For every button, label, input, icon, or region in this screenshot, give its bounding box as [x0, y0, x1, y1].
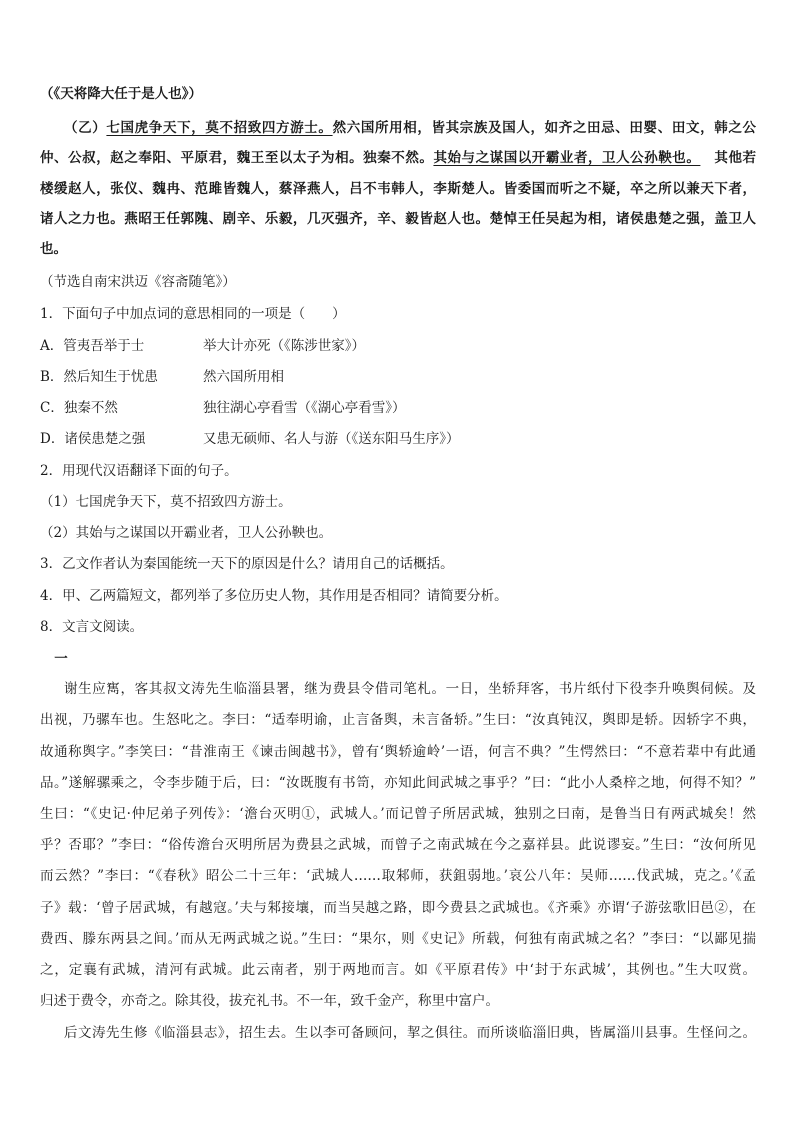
passage-c-line-5: 生曰：“《史记·仲尼弟子列传》：‘澹台灭明①，武城人。’而记曾子所居武城，独别之曰南，是鲁当日有两武城矣！然 — [40, 806, 756, 822]
question-2: 2．用现代汉语翻译下面的句子。 — [40, 463, 238, 479]
passage-c-line-7: 而云然？”李曰：“《春秋》昭公二十三年：‘武城人……取邾师，获鉏弱地。’哀公八年：吴师……伐武城，克之。’《孟 — [40, 868, 756, 884]
passage-c-line-6: 乎？否耶？”李曰：“俗传澹台灭明所居为费县之武城，而曾子之南武城在今之嘉祥县。此说谬妄。”生曰：“汝何所见 — [40, 837, 756, 853]
passage-c-line-10: 之，定襄有武城，清河有武城。此云南者，别于两地而言。如《平原君传》中‘封于东武城’，其例也。”生大叹赏。 — [40, 962, 756, 978]
document-page: （《天将降大任于是人也》） （乙）七国虎争天下，莫不招致四方游士。然六国所用相，皆其宗族及国人，如齐之田忌、田婴、田文，韩之公 仲、公叔，赵之奉阳、平原君，魏王至以太子为相。独秦不然。其始与之谋国以开霸业者，卫人公孙鞅也。 其他若 楼缓赵人，张仪、魏冉、范雎皆魏人，蔡泽燕人，吕不韦韩人，李斯楚人。皆委国而听之不疑，卒之所以兼天下者， 诸人之力也。燕昭王任郭隗、剧辛、乐毅，几灭强齐，辛、毅皆赵人也。楚悼王任吴起为相，诸侯患楚之强，盖卫人 也。 （节选自南宋洪迈《容斋随笔》） 1．下面句子中加点词的意思相同的一项是（ ） A．管夷吾举于士 举大计亦死（《陈涉世家》） B．然后知生于忧患 然六国所用相 C．独秦不然 独往湖心亭看雪（《湖心亭看雪》） D．诸侯患楚之强 又患无硕师、名人与游（《送东阳马生序》） 2．用现代汉语翻译下面的句子。 （1）七国虎争天下，莫不招致四方游士。 （2）其始与之谋国以开霸业者，卫人公孙鞅也。 3．乙文作者认为秦国能统一天下的原因是什么？请用自己的话概括。 4．甲、乙两篇短文，都列举了多位历史人物，其作用是否相同？请简要分析。 8．文言文阅读。 一 谢生应寯，客其叔文涛先生临淄县署，继为费县令借司笔札。一日，坐轿拜客，书片纸付下役李升唤舆伺候。及 出视，乃骡车也。生怒叱之。李曰：“适奉明谕，止言备舆，未言备轿。”生曰：“汝真钝汉，舆即是轿。因轿字不典， 故通称舆字。”李笑曰：“昔淮南王《谏击闽越书》，曾有‘舆轿逾岭’一语，何言不典？”生愕然曰：“不意若辈中有此通 品。”遂解骡乘之，令李步随于后，曰：“汝既腹有书笥，亦知此间武城之事乎？”曰：“此小人桑梓之地，何得不知？” 生曰：“《史记·仲尼弟子列传》：‘澹台灭明①，武城人。’而记曾子所居武城，独别之曰南，是鲁当日有两武城矣！然 乎？否耶？”李曰：“俗传澹台灭明所居为费县之武城，而曾子之南武城在今之嘉祥县。此说谬妄。”生曰：“汝何所见 而云然？”李曰：“《春秋》昭公二十三年：‘武城人……取邾师，获鉏弱地。’哀公八年：吴师……伐武城，克之。’《孟 子》载：‘曾子居武城，有越寇。’夫与邾接壤，而当吴越之路，即今费县之武城也。《齐乘》亦谓‘子游弦歌旧邑②，在 费西、滕东两县之间。’而从无两武城之说。”生曰：“果尔，则《史记》所载，何独有南武城之名？”李曰：“以鄙见揣 之，定襄有武城，清河有武城。此云南者，别于两地而言。如《平原君传》中‘封于东武城’，其例也。”生大叹赏。 归述于费令，亦奇之。除其役，拔充礼书。不一年，致千金产，称里中富户。 后文涛先生修《临淄县志》，招生去。生以李可备顾问，挈之俱往。而所谈临淄旧典，皆属淄川县事。生怪问之。 — [0, 0, 794, 1123]
question-1: 1．下面句子中加点词的意思相同的一项是（ ） — [40, 306, 346, 322]
passage-c-line-9: 费西、滕东两县之间。’而从无两武城之说。”生曰：“果尔，则《史记》所载，何独有南武城之名？”李曰：“以鄙见揣 — [40, 931, 756, 947]
passage-c-paragraph-2: 后文涛先生修《临淄县志》，招生去。生以李可备顾问，挈之俱往。而所谈临淄旧典，皆属淄川县事。生怪问之。 — [64, 1025, 756, 1041]
passage-c-line-8: 子》载：‘曾子居武城，有越寇。’夫与邾接壤，而当吴越之路，即今费县之武城也。《齐乘》亦谓‘子游弦歌旧邑②，在 — [40, 900, 756, 916]
passage-c-line-1: 谢生应寯，客其叔文涛先生临淄县署，继为费县令借司笔札。一日，坐轿拜客，书片纸付下役李升唤舆伺候。及 — [64, 681, 756, 697]
question-2-1: （1）七国虎争天下，莫不招致四方游士。 — [40, 494, 292, 510]
question-2-2: （2）其始与之谋国以开霸业者，卫人公孙鞅也。 — [40, 525, 333, 541]
passage-b-line-4: 诸人之力也。燕昭王任郭隗、剧辛、乐毅，几灭强齐，辛、毅皆赵人也。楚悼王任吴起为相，诸侯患楚之强，盖卫人 — [40, 211, 756, 227]
passage-b-underlined-sentence-1: 七国虎争天下，莫不招致四方游士。 — [106, 120, 333, 136]
passage-b-line-3: 楼缓赵人，张仪、魏冉、范雎皆魏人，蔡泽燕人，吕不韦韩人，李斯楚人。皆委国而听之不疑，卒之所以兼天下者， — [40, 181, 756, 197]
section-mark: 一 — [54, 651, 68, 667]
passage-b-citation: （节选自南宋洪迈《容斋随笔》） — [40, 274, 236, 290]
passage-c-line-2: 出视，乃骡车也。生怒叱之。李曰：“适奉明谕，止言备舆，未言备轿。”生曰：“汝真钝汉，舆即是轿。因轿字不典， — [40, 712, 756, 728]
passage-c-line-4: 品。”遂解骡乘之，令李步随于后，曰：“汝既腹有书笥，亦知此间武城之事乎？”曰：“此小人桑梓之地，何得不知？” — [40, 775, 756, 791]
question-4: 4．甲、乙两篇短文，都列举了多位历史人物，其作用是否相同？请简要分析。 — [40, 588, 508, 604]
question-3: 3．乙文作者认为秦国能统一天下的原因是什么？请用自己的话概括。 — [40, 556, 454, 572]
passage-b-source-ref: （《天将降大任于是人也》） — [40, 86, 202, 102]
passage-c-line-3: 故通称舆字。”李笑曰：“昔淮南王《谏击闽越书》，曾有‘舆轿逾岭’一语，何言不典？”生愕然曰：“不意若辈中有此通 — [40, 744, 756, 760]
passage-b-line-2: 仲、公叔，赵之奉阳、平原君，魏王至以太子为相。独秦不然。其始与之谋国以开霸业者，卫人公孙鞅也。 其他若 — [40, 150, 757, 166]
passage-c-line-11: 归述于费令，亦奇之。除其役，拔充礼书。不一年，致千金产，称里中富户。 — [40, 993, 499, 1009]
question-8: 8．文言文阅读。 — [40, 619, 144, 635]
passage-b-line-1: （乙）七国虎争天下，莫不招致四方游士。然六国所用相，皆其宗族及国人，如齐之田忌、田婴、田文，韩之公 — [64, 120, 757, 136]
passage-b-underlined-sentence-2: 其始与之谋国以开霸业者，卫人公孙鞅也。 — [433, 150, 701, 166]
passage-b-line-5: 也。 — [40, 241, 67, 257]
passage-b-marker: （乙） — [64, 120, 107, 136]
